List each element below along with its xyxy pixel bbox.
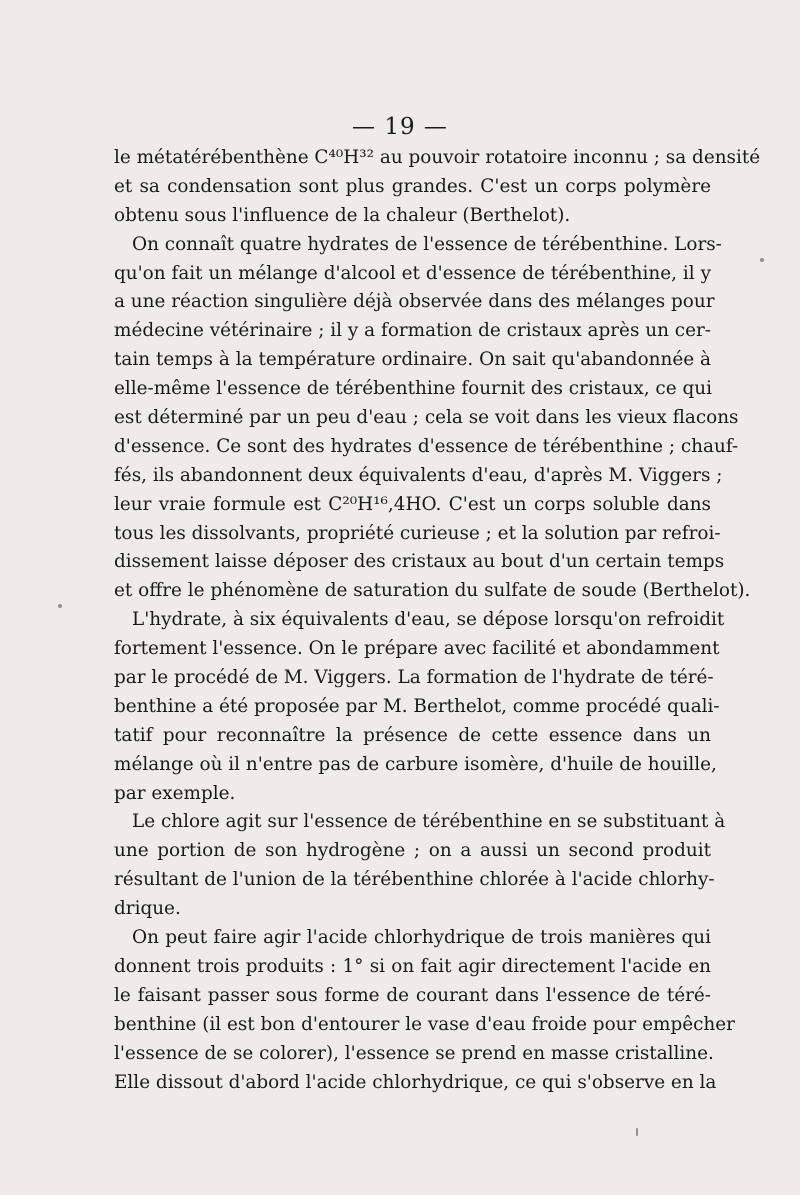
paper-speck: [58, 604, 62, 608]
text-line: obtenu sous l'influence de la chaleur (Berthelot).: [114, 204, 571, 226]
text-line: par exemple.: [114, 782, 236, 804]
text-line: On peut faire agir l'acide chlorhydrique de trois manières qui: [132, 927, 711, 949]
text-line: Le chlore agit sur l'essence de térébenthine en se substituant à: [132, 811, 726, 833]
text-line: On connaît quatre hydrates de l'essence de térébenthine. Lors-: [132, 233, 722, 255]
text-line: mélange où il n'entre pas de carbure isomère, d'huile de houille,: [114, 753, 717, 775]
text-line: drique.: [114, 898, 181, 920]
text-line: Elle dissout d'abord l'acide chlorhydrique, ce qui s'observe en la: [114, 1071, 717, 1093]
text-line: et sa condensation sont plus grandes. C'est un corps polymère: [114, 175, 711, 197]
text-line: benthine a été proposée par M. Berthelot, comme procédé quali-: [114, 695, 720, 717]
text-line: a une réaction singulière déjà observée dans des mélanges pour: [114, 291, 715, 313]
page-body: [114, 144, 761, 1097]
text-line: L'hydrate, à six équivalents d'eau, se dépose lorsqu'on refroidit: [132, 609, 725, 631]
text-line: le métatérébenthène C⁴⁰H³² au pouvoir rotatoire inconnu ; sa densité: [114, 147, 761, 168]
text-line: donnent trois produits : 1° si on fait agir directement l'acide en: [114, 955, 711, 977]
text-line: elle-même l'essence de térébenthine fournit des cristaux, ce qui: [114, 378, 712, 400]
text-line: tous les dissolvants, propriété curieuse ; et la solution par refroi-: [114, 522, 721, 544]
text-line: résultant de l'union de la térébenthine chlorée à l'acide chlorhy-: [114, 869, 715, 891]
text-line: d'essence. Ce sont des hydrates d'essence de térébenthine ; chauf-: [114, 435, 739, 457]
text-line: l'essence de se colorer), l'essence se prend en masse cristalline.: [114, 1042, 714, 1064]
text-line: est déterminé par un peu d'eau ; cela se voit dans les vieux flacons: [114, 407, 739, 429]
text-line: qu'on fait un mélange d'alcool et d'essence de térébenthine, il y: [114, 262, 711, 284]
paper-speck: [636, 1128, 638, 1136]
text-line: fortement l'essence. On le prépare avec facilité et abondamment: [114, 638, 720, 660]
text-line: fés, ils abandonnent deux équivalents d'eau, d'après M. Viggers ;: [114, 464, 723, 486]
text-line: dissement laisse déposer des cristaux au bout d'un certain temps: [114, 551, 725, 573]
text-line: une portion de son hydrogène ; on a aussi un second produit: [114, 840, 711, 862]
paper-speck: [760, 258, 764, 262]
text-line: et offre le phénomène de saturation du sulfate de soude (Berthelot).: [114, 580, 751, 602]
text-line: tatif pour reconnaître la présence de cette essence dans un: [114, 724, 711, 746]
text-line: médecine vétérinaire ; il y a formation de cristaux après un cer-: [114, 320, 711, 342]
text-line: par le procédé de M. Viggers. La formation de l'hydrate de téré-: [114, 667, 714, 689]
text-line: tain temps à la température ordinaire. On sait qu'abandonnée à: [114, 349, 711, 371]
text-line: leur vraie formule est C²⁰H¹⁶,4HO. C'est un corps soluble dans: [114, 493, 711, 515]
text-line: le faisant passer sous forme de courant dans l'essence de téré-: [114, 984, 711, 1006]
page-number: — 19 —: [352, 114, 448, 140]
text-line: benthine (il est bon d'entourer le vase d'eau froide pour empêcher: [114, 1013, 735, 1035]
